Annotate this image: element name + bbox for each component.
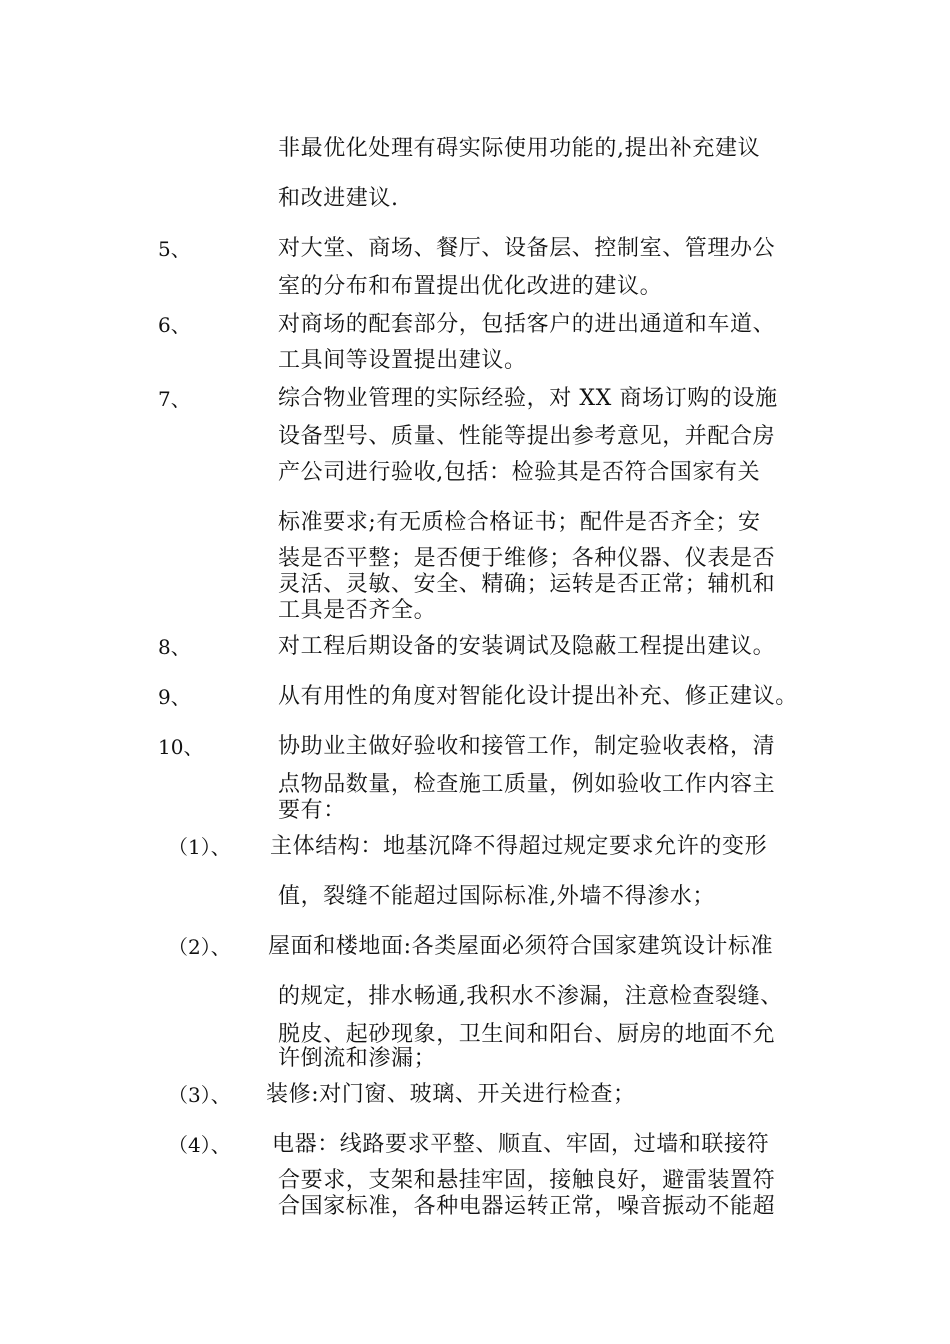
paragraph-line: 合国家标准，各种电器运转正常，噪音振动不能超 [278, 1194, 776, 1219]
sub-list-number: （1）、 [168, 835, 231, 859]
paragraph-line: 合要求，支架和悬挂牢固，接触良好，避雷装置符 [278, 1168, 776, 1193]
sub-list-number: （4）、 [168, 1133, 231, 1157]
paragraph-line: 屋面和楼地面:各类屋面必须符合国家建筑设计标准 [268, 934, 774, 959]
paragraph-line: 电器：线路要求平整、顺直、牢固，过墙和联接符 [272, 1132, 770, 1157]
paragraph-line: 要有： [278, 798, 346, 823]
paragraph-line: 对商场的配套部分，包括客户的进出通道和车道、 [278, 312, 776, 337]
paragraph-line: 灵活、灵敏、安全、精确；运转是否正常；辅机和 [278, 572, 776, 597]
paragraph-line: 协助业主做好验收和接管工作，制定验收表格，清 [278, 734, 776, 759]
paragraph-line: 值，裂缝不能超过国际标准,外墙不得渗水； [278, 884, 715, 909]
paragraph-line: 对工程后期设备的安装调试及隐蔽工程提出建议。 [278, 634, 776, 659]
paragraph-line: 工具是否齐全。 [278, 598, 437, 623]
list-number: 7、 [158, 387, 191, 411]
list-number: 10、 [158, 735, 204, 759]
paragraph-line: 从有用性的角度对智能化设计提出补充、修正建议。 [278, 684, 798, 709]
list-number: 5、 [158, 237, 191, 261]
paragraph-line: 的规定，排水畅通,我积水不渗漏，注意检查裂缝、 [278, 984, 783, 1009]
paragraph-line: 设备型号、质量、性能等提出参考意见，并配合房 [278, 424, 776, 449]
list-number: 9、 [158, 685, 191, 709]
paragraph-line: 非最优化处理有碍实际使用功能的,提出补充建议 [278, 136, 761, 161]
list-number: 6、 [158, 313, 191, 337]
paragraph-line: 综合物业管理的实际经验，对 XX 商场订购的设施 [278, 386, 778, 411]
paragraph-line: 装修:对门窗、玻璃、开关进行检查； [266, 1082, 636, 1107]
paragraph-line: 装是否平整；是否便于维修；各种仪器、仪表是否 [278, 546, 776, 571]
paragraph-line: 产公司进行验收,包括：检验其是否符合国家有关 [278, 460, 761, 485]
paragraph-line: 工具间等设置提出建议。 [278, 348, 527, 373]
paragraph-line: 对大堂、商场、餐厅、设备层、控制室、管理办公 [278, 236, 776, 261]
sub-list-number: （3）、 [168, 1083, 231, 1107]
paragraph-line: 点物品数量，检查施工质量，例如验收工作内容主 [278, 772, 776, 797]
paragraph-line: 和改进建议. [278, 186, 399, 211]
paragraph-line: 主体结构：地基沉降不得超过规定要求允许的变形 [270, 834, 768, 859]
paragraph-line: 许倒流和渗漏； [278, 1046, 437, 1071]
list-number: 8、 [158, 635, 191, 659]
paragraph-line: 室的分布和布置提出优化改进的建议。 [278, 274, 663, 299]
sub-list-number: （2）、 [168, 935, 231, 959]
paragraph-line: 脱皮、起砂现象，卫生间和阳台、厨房的地面不允 [278, 1022, 776, 1047]
paragraph-line: 标准要求;有无质检合格证书；配件是否齐全；安 [278, 510, 761, 535]
